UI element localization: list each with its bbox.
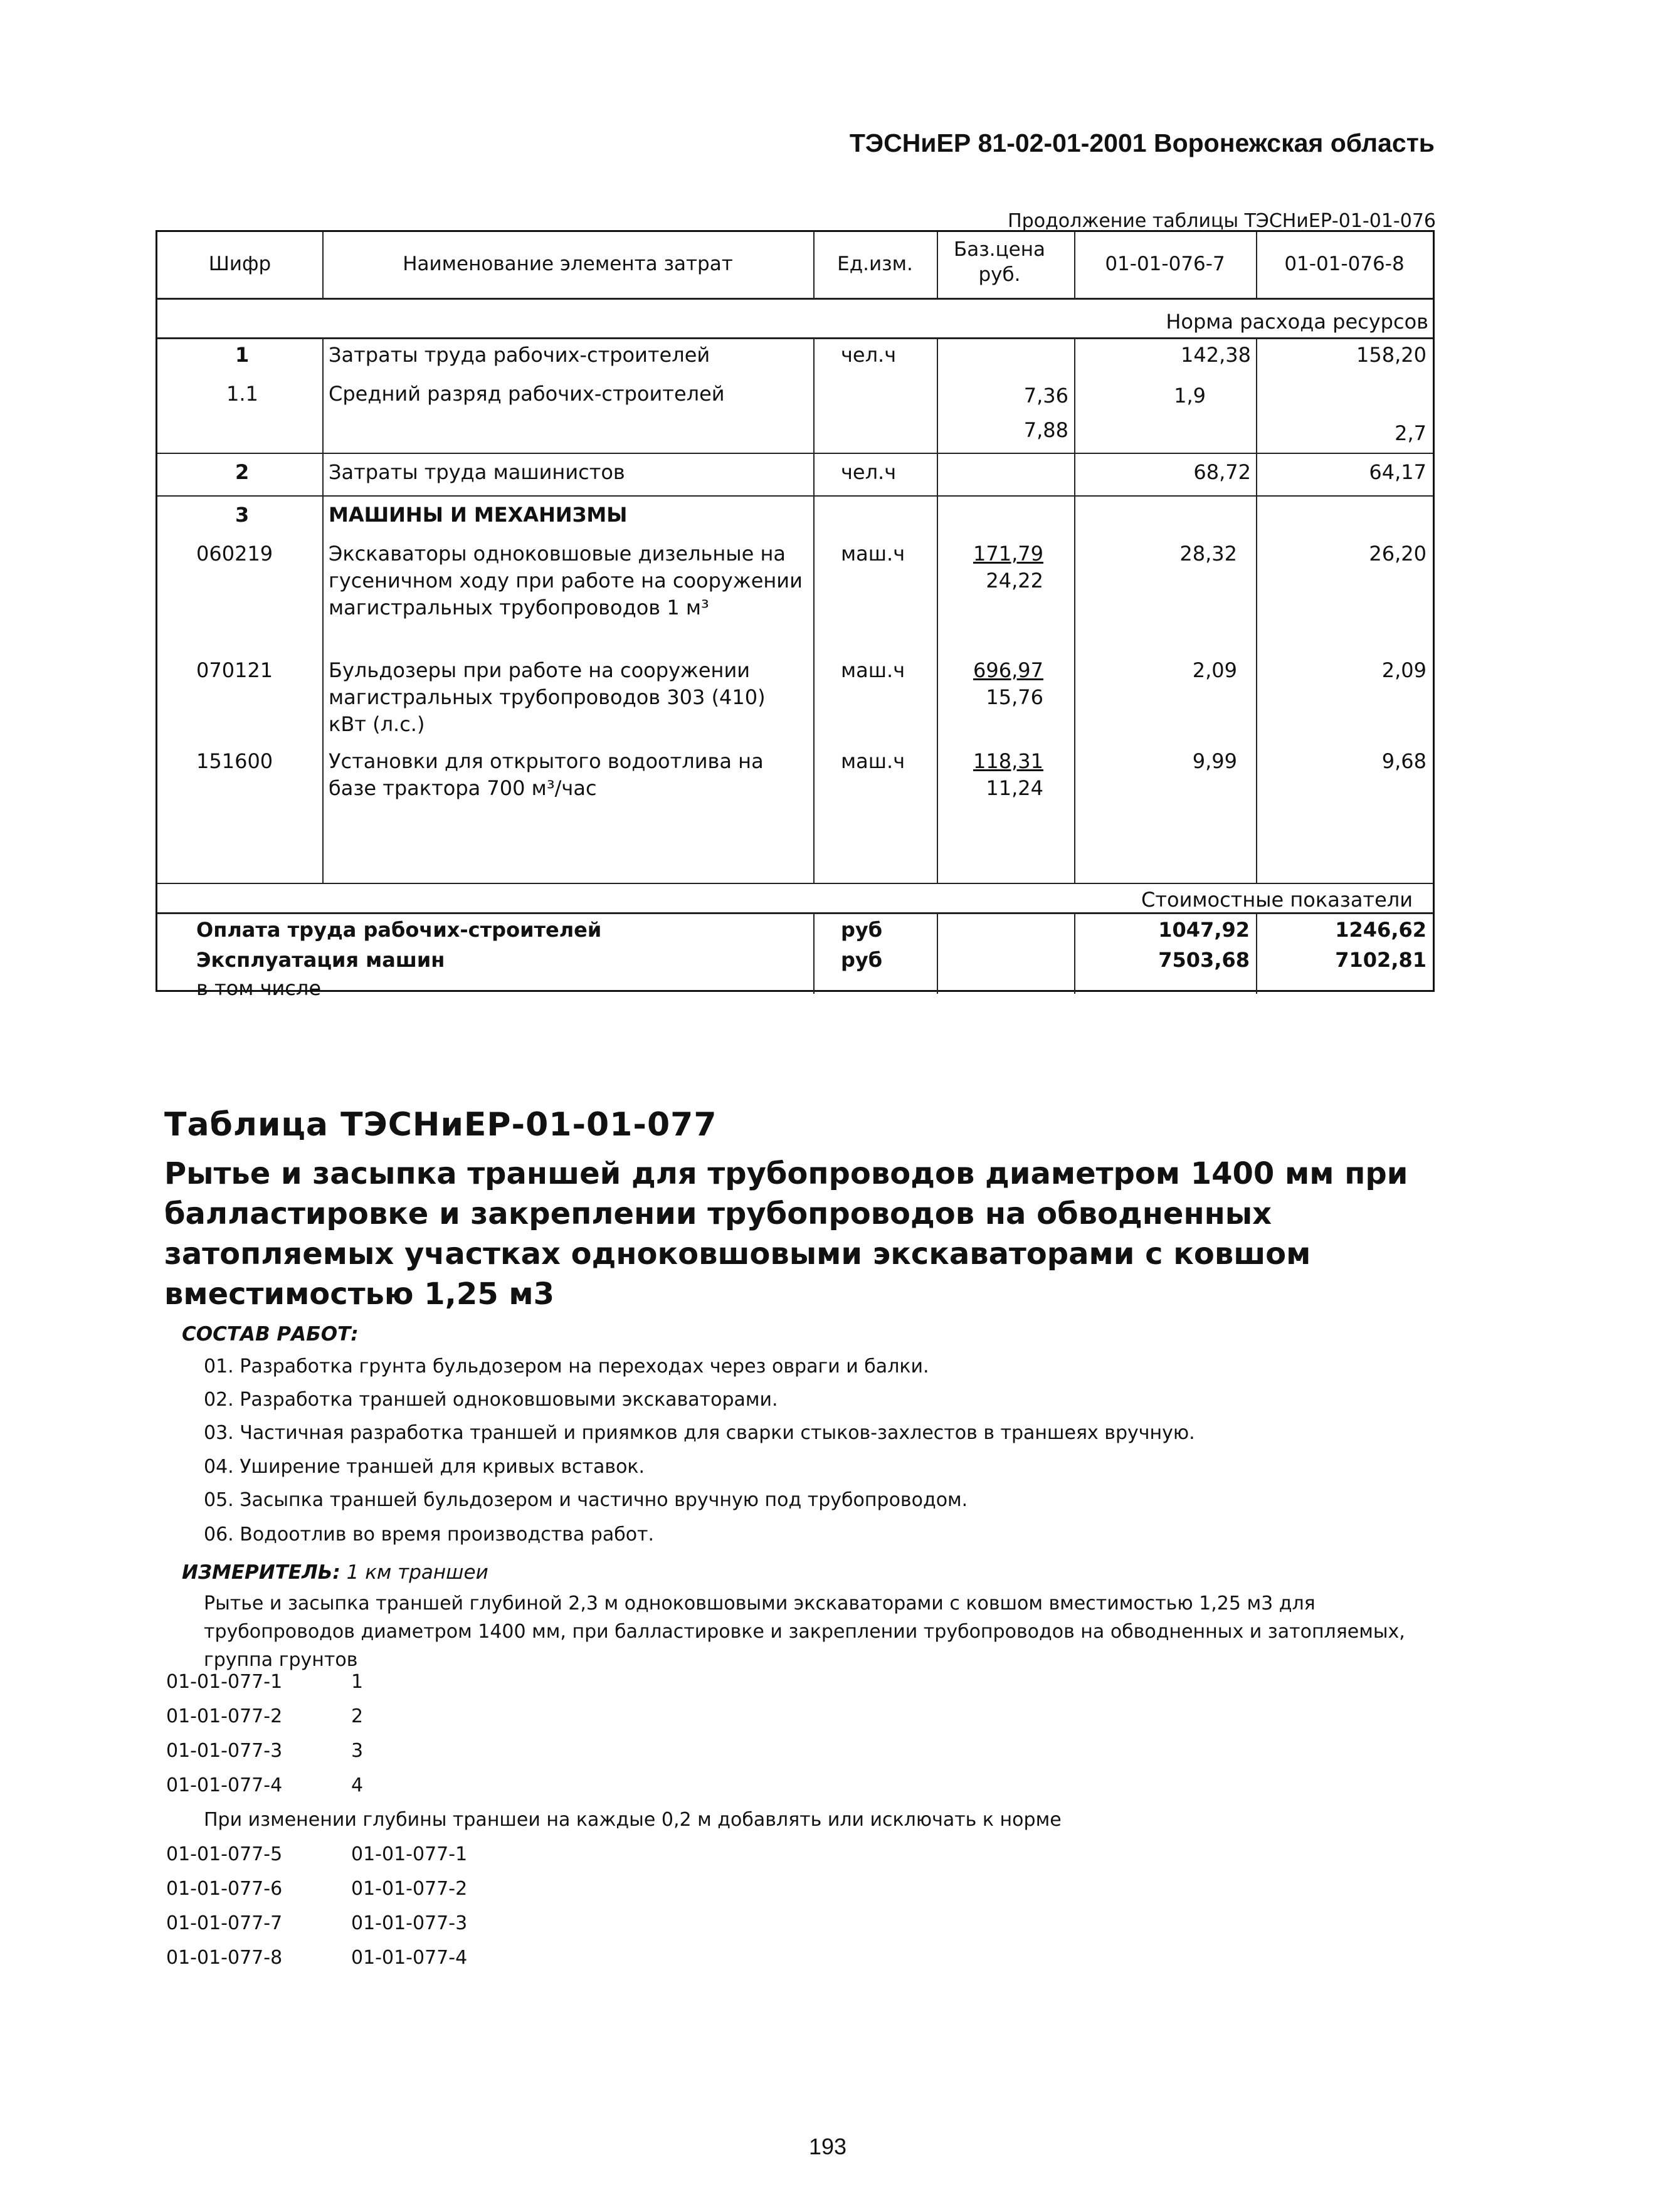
work-item: 04. Уширение траншей для кривых вставок.: [204, 1456, 645, 1478]
row-value-variant-2: 64,17: [1369, 460, 1427, 484]
meter-value: 1 км траншеи: [346, 1561, 488, 1584]
cost-row-name: Эксплуатация машин: [196, 948, 445, 972]
row-value-variant-1: 2,09: [1192, 658, 1237, 682]
row-unit: маш.ч: [841, 542, 905, 566]
table-heading: Рытье и засыпка траншей для трубопроводов диаметром 1400 мм при балластировке и закреплении трубопроводов на обводненных затопляемых участках одноковшовыми экскаваторами с ковшом вместимостью 1,25 м3: [164, 1156, 1408, 1312]
row-unit: маш.ч: [841, 658, 905, 682]
group-value: 2: [351, 1705, 364, 1727]
cost-section-label: Стоимостные показатели: [1141, 888, 1413, 912]
row-base-price-alt: 11,24: [986, 776, 1043, 800]
row-value-variant-2: 26,20: [1369, 542, 1427, 566]
group-code: 01-01-077-1: [166, 1671, 283, 1693]
row-unit: чел.ч: [841, 460, 897, 484]
cost-row-value-variant-1: 1047,92: [1158, 918, 1250, 942]
column-header-base-price: Баз.цена руб.: [953, 238, 1046, 286]
cost-table-final-rows: [156, 230, 1435, 992]
column-header-variant-2: 01-01-076-8: [1284, 253, 1405, 275]
depth-code: 01-01-077-5: [166, 1843, 283, 1865]
group-value: 1: [351, 1671, 364, 1693]
meter-line: [182, 1561, 488, 1584]
depth-ref: 01-01-077-3: [351, 1912, 468, 1934]
row-base-price: 171,79: [973, 542, 1043, 566]
row-base-price: 696,97: [973, 658, 1043, 682]
column-header-variant-1: 01-01-076-7: [1105, 253, 1225, 275]
row-name: Установки для открытого водоотлива на базе трактора 700 м³/час: [329, 749, 764, 800]
works-label: СОСТАВ РАБОТ:: [182, 1323, 359, 1346]
row-unit: маш.ч: [841, 749, 905, 773]
cost-row-unit: руб: [841, 918, 883, 942]
document-header-title: ТЭСНиЕР 81-02-01-2001 Воронежская область: [849, 129, 1435, 157]
row-value-variant-1: 142,38: [1181, 343, 1251, 367]
row-base-price: 118,31: [973, 749, 1043, 773]
row-code: 070121: [196, 658, 273, 682]
row-value-variant-2: 2,09: [1381, 658, 1427, 682]
column-header-unit: Ед.изм.: [837, 253, 913, 275]
cost-row-value-variant-1: 7503,68: [1158, 948, 1250, 972]
depth-code: 01-01-077-7: [166, 1912, 283, 1934]
row-code: 151600: [196, 749, 273, 773]
row-code: 1.1: [226, 382, 258, 406]
table-title: Таблица ТЭСНиЕР-01-01-077: [164, 1106, 717, 1144]
measure-description: Рытье и засыпка траншей глубиной 2,3 м одноковшовыми экскаваторами с ковшом вместимостью 1,25 м3 для трубопроводов диаметром 1400 мм, при балластировке и закреплении трубопроводов на обводненных и затопляемых, группа грунтов: [204, 1593, 1405, 1671]
row-value-variant-2: 2,7: [1395, 421, 1427, 445]
meter-label: ИЗМЕРИТЕЛЬ:: [182, 1561, 340, 1584]
depth-ref: 01-01-077-4: [351, 1947, 468, 1969]
row-base-price: 7,36: [1023, 384, 1068, 408]
work-item: 02. Разработка траншей одноковшовыми экскаваторами.: [204, 1389, 778, 1411]
group-code: 01-01-077-2: [166, 1705, 283, 1727]
row-name: Бульдозеры при работе на сооружении магистральных трубопроводов 303 (410) кВт (л.с.): [329, 658, 766, 736]
row-name: Средний разряд рабочих-строителей: [329, 382, 725, 406]
depth-note: При изменении глубины траншеи на каждые 0,2 м добавлять или исключать к норме: [204, 1809, 1062, 1831]
column-header-code: Шифр: [208, 253, 272, 275]
group-value: 4: [351, 1774, 364, 1796]
row-base-price-alt: 7,88: [1023, 418, 1068, 442]
row-code: 3: [235, 503, 250, 527]
row-code: 060219: [196, 542, 273, 566]
depth-code: 01-01-077-6: [166, 1878, 283, 1900]
norm-section-label: Норма расхода ресурсов: [1166, 310, 1428, 334]
row-name: Затраты труда машинистов: [329, 460, 625, 484]
page-number: 193: [808, 2134, 847, 2159]
depth-code: 01-01-077-8: [166, 1947, 283, 1969]
row-unit: чел.ч: [841, 343, 897, 367]
machines-section-title: МАШИНЫ И МЕХАНИЗМЫ: [329, 503, 628, 527]
cost-row-name: в том числе: [196, 976, 321, 1000]
work-item: 01. Разработка грунта бульдозером на переходах через овраги и балки.: [204, 1356, 929, 1377]
cost-row-value-variant-2: 7102,81: [1335, 948, 1427, 972]
group-code: 01-01-077-4: [166, 1774, 283, 1796]
row-name: Затраты труда рабочих-строителей: [329, 343, 710, 367]
cost-row-value-variant-2: 1246,62: [1335, 918, 1427, 942]
work-item: 06. Водоотлив во время производства работ.: [204, 1524, 655, 1546]
work-item: 03. Частичная разработка траншей и приямков для сварки стыков-захлестов в траншеях вручную.: [204, 1422, 1195, 1444]
row-base-price-alt: 24,22: [986, 569, 1043, 592]
group-value: 3: [351, 1740, 364, 1762]
table-continuation-caption: Продолжение таблицы ТЭСНиЕР-01-01-076: [1008, 210, 1436, 232]
row-base-price-alt: 15,76: [986, 685, 1043, 709]
row-code: 2: [235, 460, 250, 484]
depth-ref: 01-01-077-1: [351, 1843, 468, 1865]
row-code: 1: [235, 343, 250, 367]
group-code: 01-01-077-3: [166, 1740, 283, 1762]
column-header-name: Наименование элемента затрат: [403, 253, 733, 275]
work-item: 05. Засыпка траншей бульдозером и частично вручную под трубопроводом.: [204, 1489, 968, 1511]
cost-row-unit: руб: [841, 948, 883, 972]
depth-ref: 01-01-077-2: [351, 1878, 468, 1900]
row-value-variant-1: 28,32: [1179, 542, 1237, 566]
row-value-variant-1: 9,99: [1192, 749, 1237, 773]
row-name: Экскаваторы одноковшовые дизельные на гусеничном ходу при работе на сооружении магистральных трубопроводов 1 м³: [329, 542, 803, 619]
row-value-variant-1: 68,72: [1193, 460, 1251, 484]
row-value-variant-1: 1,9: [1174, 384, 1206, 408]
row-value-variant-2: 9,68: [1381, 749, 1427, 773]
row-value-variant-2: 158,20: [1356, 343, 1427, 367]
cost-row-name: Оплата труда рабочих-строителей: [196, 918, 602, 942]
